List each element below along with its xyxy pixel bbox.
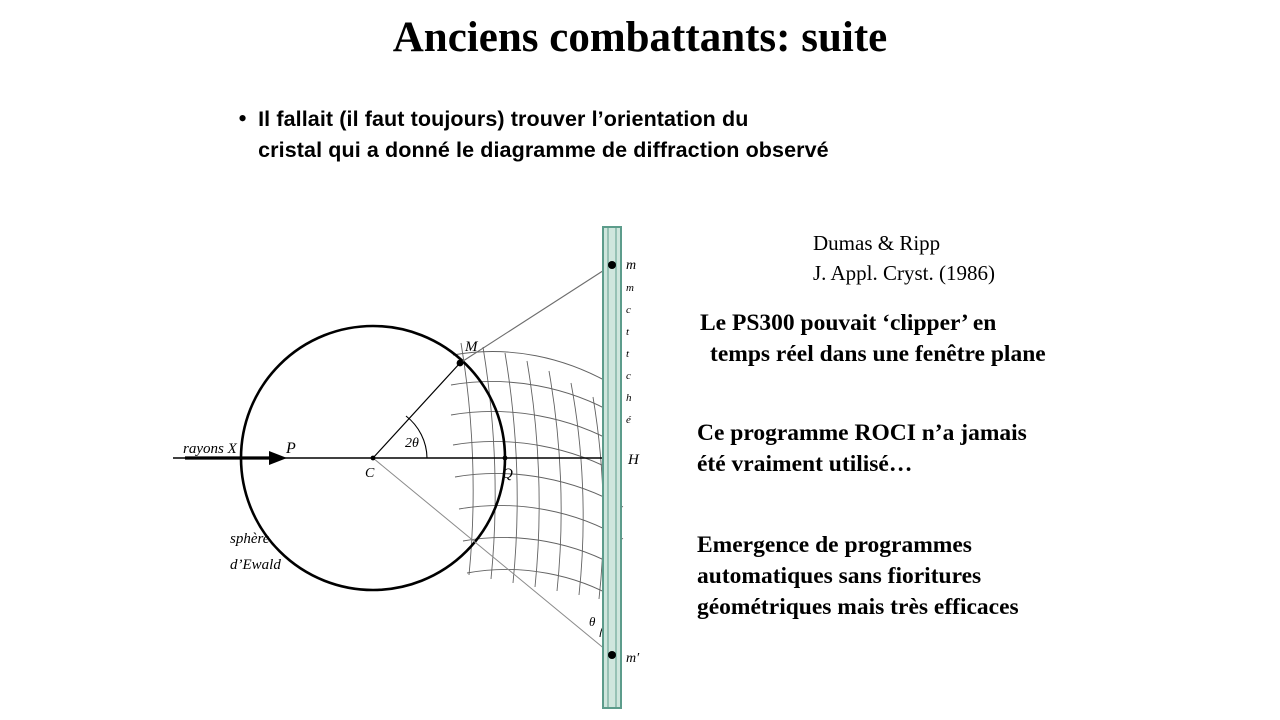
point-M <box>457 360 464 367</box>
detector-vertical-letters <box>626 282 634 426</box>
svg-text:t: t <box>626 326 630 338</box>
label-H: H <box>628 452 639 468</box>
scattered-ray-Mm <box>460 265 612 363</box>
note-roci <box>697 418 1177 480</box>
note-roci-line-2: été vraiment utilisé… <box>697 451 913 477</box>
ewald-sphere-figure <box>165 225 665 710</box>
reciprocal-lattice-icon <box>451 343 623 599</box>
note-emergence-line-2: automatiques sans fioritures <box>697 563 982 589</box>
point-m-prime <box>608 651 616 659</box>
citation-journal: J. Appl. Cryst. (1986) <box>813 261 996 285</box>
citation <box>813 228 995 288</box>
label-P: P <box>286 440 296 457</box>
bullet-marker: • <box>238 104 248 133</box>
note-ps300 <box>700 308 1190 370</box>
note-emergence <box>697 530 1177 623</box>
incident-beam-arrowhead <box>269 451 287 465</box>
svg-text:c: c <box>626 304 631 316</box>
bullet-text <box>258 104 829 166</box>
detector-screen <box>603 227 621 708</box>
label-C: C <box>365 466 375 481</box>
label-2theta: 2θ <box>405 436 419 451</box>
svg-text:c: c <box>626 370 631 382</box>
label-Q: Q <box>502 466 513 482</box>
label-M: M <box>465 339 478 355</box>
label-ewald: d’Ewald <box>230 557 281 573</box>
citation-authors: Dumas & Ripp <box>813 231 941 255</box>
label-sphere: sphère <box>230 531 270 547</box>
svg-text:h: h <box>626 392 632 404</box>
bullet-line-2: cristal qui a donné le diagramme de diffraction observé <box>258 138 829 162</box>
note-emergence-line-1: Emergence de programmes <box>697 532 972 558</box>
point-Q <box>503 456 508 461</box>
label-m-prime: m′ <box>626 651 640 666</box>
label-m: m <box>626 258 637 273</box>
note-roci-line-1: Ce programme ROCI n’a jamais <box>697 420 1027 446</box>
point-m <box>608 261 616 269</box>
label-rayons-x: rayons X <box>183 441 237 457</box>
note-emergence-line-3: géométriques mais très efficaces <box>697 594 1019 620</box>
bullet-line-1: Il fallait (il faut toujours) trouver l’orientation du <box>258 107 749 131</box>
point-C <box>371 456 376 461</box>
note-ps300-line-2: temps réel dans une fenêtre plane <box>710 341 1046 367</box>
bullet-item <box>238 104 998 166</box>
page-title: Anciens combattants: suite <box>392 14 888 61</box>
scattered-ray-lower <box>373 458 612 655</box>
svg-text:t: t <box>626 348 630 360</box>
note-ps300-line-1: Le PS300 pouvait ‘clipper’ en <box>700 310 997 336</box>
label-theta: θ <box>589 614 596 629</box>
svg-text:m: m <box>626 282 634 294</box>
svg-text:é: é <box>626 414 631 426</box>
